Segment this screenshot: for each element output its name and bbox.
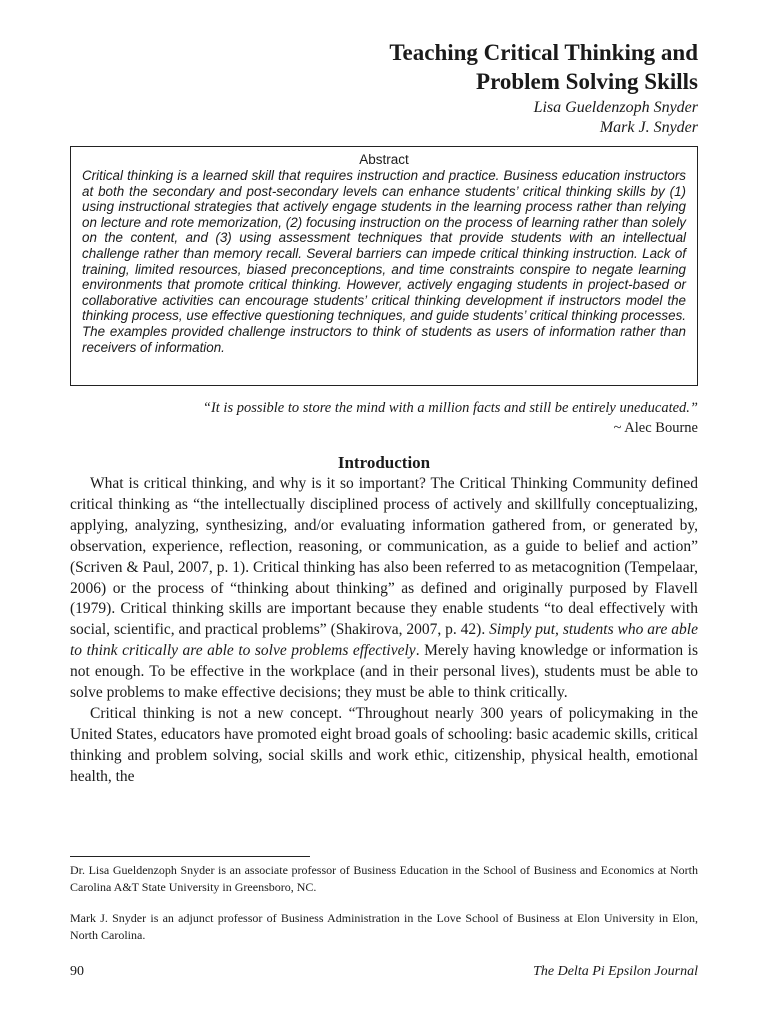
footnote-1: Dr. Lisa Gueldenzoph Snyder is an associate professor of Business Education in the School of Business and Economics at North Carolina A&T State University in Greensboro, NC. bbox=[70, 863, 698, 894]
epigraph-attribution: ~ Alec Bourne bbox=[613, 420, 698, 436]
author-2: Mark J. Snyder bbox=[599, 119, 698, 136]
section-heading: Introduction bbox=[337, 453, 431, 472]
footnote-divider bbox=[70, 856, 310, 857]
paragraph-1-text: What is critical thinking, and why is it so important? The Critical Thinking Community defined critical thinking as “the intellectually disciplined process of actively and skillfully conceptualizing, applying, analyzing, synthesizing, and/or evaluating information gathered from, or generated by, observation, experience, reflection, reasoning, or communication, as a guide to belief and action” (Scriven & Paul, 2007, p. 1). Critical thinking has also been referred to as metacognition (Tempelaar, 2006) or the process of “thinking about thinking” as defined and originally purposed by Flavell (1979). Critical thinking skills are important because they enable students “to deal effectively with social, scientific, and practical problems” (Shakirova, 2007, p. 42). bbox=[70, 475, 698, 639]
journal-name: The Delta Pi Epsilon Journal bbox=[533, 964, 698, 979]
paragraph-1-emphasis: Simply put, students who are able to think critically are able to solve problems effectively bbox=[70, 621, 698, 660]
epigraph bbox=[203, 398, 698, 438]
author-list bbox=[534, 98, 698, 138]
article-title bbox=[389, 38, 698, 96]
title-line-1: Teaching Critical Thinking and bbox=[389, 40, 698, 65]
author-1: Lisa Gueldenzoph Snyder bbox=[533, 99, 698, 116]
abstract-text: Critical thinking is a learned skill that requires instruction and practice. Business education instructors at both the secondary and post-secondary levels can enhance students’ critical thinking skills by (1) using instructional strategies that actively engage students in the learning process rather than relying on lecture and rote memorization, (2) focusing instruction on the process of learning rather than solely on the content, and (3) using assessment techniques that provide students with an intellectual challenge rather than memory recall. Several barriers can impede critical thinking instruction. Lack of training, limited resources, biased preconceptions, and time constraints conspire to negate learning environments that promote critical thinking. However, actively engaging students in project-based or collaborative activities can encourage students’ critical thinking development if instructors model the thinking process, use effective questioning techniques, and guide students’ critical thinking processes. The examples provided challenge instructors to think of students as users of information rather than receivers of information. bbox=[82, 168, 686, 355]
body-text bbox=[70, 474, 698, 788]
body-paragraph-2: Critical thinking is not a new concept. “Throughout nearly 300 years of policymaking in the United States, educators have promoted eight broad goals of schooling: basic academic skills, critical thinking and problem solving, social skills and work ethic, citizenship, physical health, emotional health, the bbox=[70, 704, 698, 785]
abstract-heading: Abstract bbox=[359, 152, 409, 167]
page-number: 90 bbox=[70, 964, 84, 979]
title-line-2: Problem Solving Skills bbox=[476, 69, 698, 94]
paragraph-1-text-end: . Merely having knowledge or information is not enough. To be effective in the workplace (and in their personal lives), students must be able to solve problems to make effective decisions; they must be able to think critically. bbox=[70, 642, 698, 702]
abstract-box bbox=[70, 146, 698, 386]
footnote-2: Mark J. Snyder is an adjunct professor of Business Administration in the Love School of Business at Elon University in Elon, North Carolina. bbox=[70, 911, 698, 942]
body-paragraph-1 bbox=[70, 474, 698, 704]
epigraph-text: “It is possible to store the mind with a million facts and still be entirely uneducated.” bbox=[202, 400, 698, 416]
